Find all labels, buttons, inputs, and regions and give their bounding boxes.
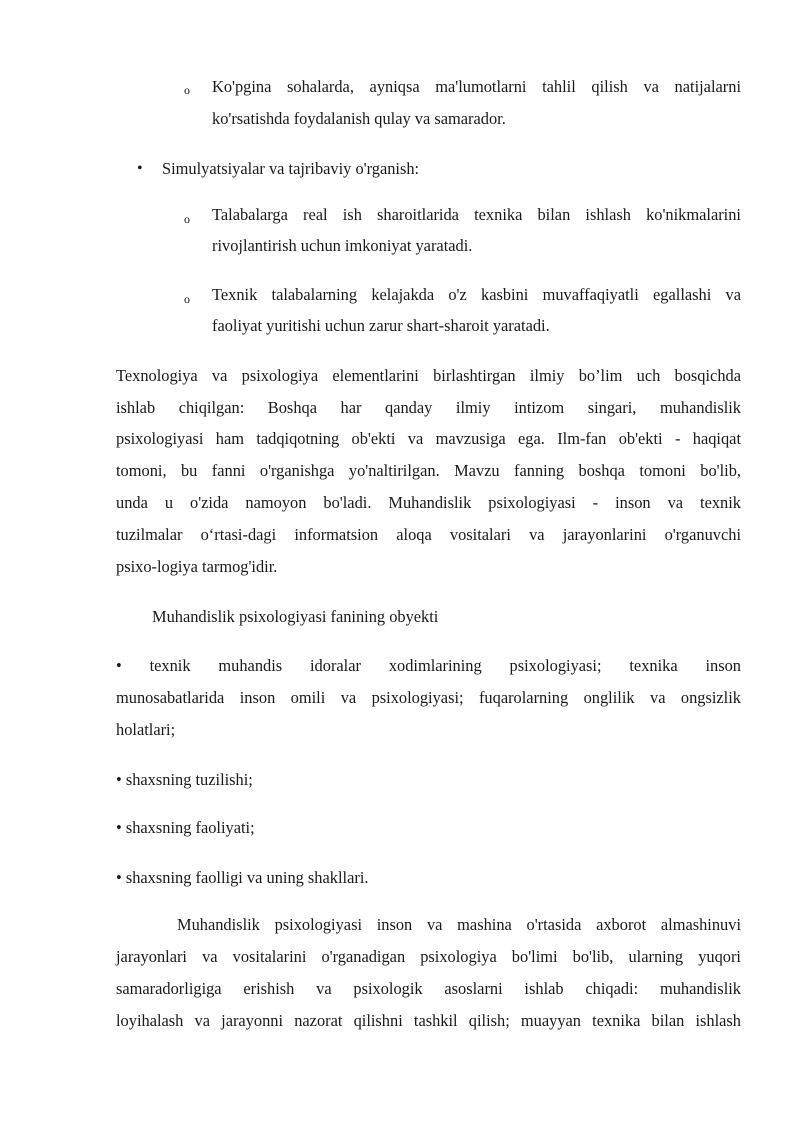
list-item-label: Simulyatsiyalar va tajribaviy o'rganish:: [162, 159, 420, 178]
text-line: samaradorligiga erishish va psixologik asoslarni ishlab chiqadi: muhandislik: [116, 979, 741, 998]
text-line: munosabatlarida inson omili va psixologiyasi; fuqarolarning onglilik va ongsizlik: [116, 688, 741, 707]
circle-bullet-icon: o: [184, 83, 190, 97]
text-line: Talabalarga real ish sharoitlarida texnika bilan ishlash ko'nikmalarini: [212, 205, 741, 224]
text-line: tuzilmalar o‘rtasi-dagi informatsion aloqa vositalari va jarayonlarini o'rganuvchi: [116, 525, 741, 544]
object-list-item: • shaxsning faoliyati;: [116, 818, 255, 837]
text-line: faoliyat yuritishi uchun zarur shart-sharoit yaratadi.: [212, 316, 550, 335]
text-line: Texnik talabalarning kelajakda o'z kasbini muvaffaqiyatli egallashi va: [212, 285, 741, 304]
circle-bullet-icon: o: [184, 212, 190, 226]
text-line: Ko'pgina sohalarda, ayniqsa ma'lumotlarni tahlil qilish va natijalarni: [212, 77, 741, 96]
text-line: Muhandislik psixologiyasi inson va mashina o'rtasida axborot almashinuvi: [177, 915, 741, 934]
text-line: unda u o'zida namoyon bo'ladi. Muhandislik psixologiyasi - inson va texnik: [116, 493, 741, 512]
section-heading: Muhandislik psixologiyasi fanining obyekti: [152, 607, 439, 626]
text-line: • texnik muhandis idoralar xodimlarining psixologiyasi; texnika inson: [116, 656, 741, 675]
text-line: holatlari;: [116, 720, 176, 739]
text-line: tomoni, bu fanni o'rganishga yo'naltirilgan. Mavzu fanning boshqa tomoni bo'lib,: [116, 461, 741, 480]
object-list-item: • shaxsning faolligi va uning shakllari.: [116, 868, 369, 887]
text-line: psixo-logiya tarmog'idir.: [116, 557, 278, 576]
text-line: Texnologiya va psixologiya elementlarini birlashtirgan ilmiy bo’lim uch bosqichda: [116, 366, 741, 385]
object-list-item: • shaxsning tuzilishi;: [116, 770, 253, 789]
circle-bullet-icon: o: [184, 292, 190, 306]
text-line: psixologiyasi ham tadqiqotning ob'ekti va mavzusiga ega. Ilm-fan ob'ekti - haqiqat: [116, 429, 741, 448]
text-line: jarayonlari va vositalarini o'rganadigan psixologiya bo'limi bo'lib, ularning yuqori: [116, 947, 741, 966]
text-line: rivojlantirish uchun imkoniyat yaratadi.: [212, 236, 473, 255]
text-line: ko'rsatishda foydalanish qulay va samarador.: [212, 109, 506, 128]
text-line: ishlab chiqilgan: Boshqa har qanday ilmiy intizom singari, muhandislik: [116, 398, 741, 417]
bullet-icon: •: [137, 160, 143, 177]
text-line: loyihalash va jarayonni nazorat qilishni tashkil qilish; muayyan texnika bilan ishlash: [116, 1011, 741, 1030]
